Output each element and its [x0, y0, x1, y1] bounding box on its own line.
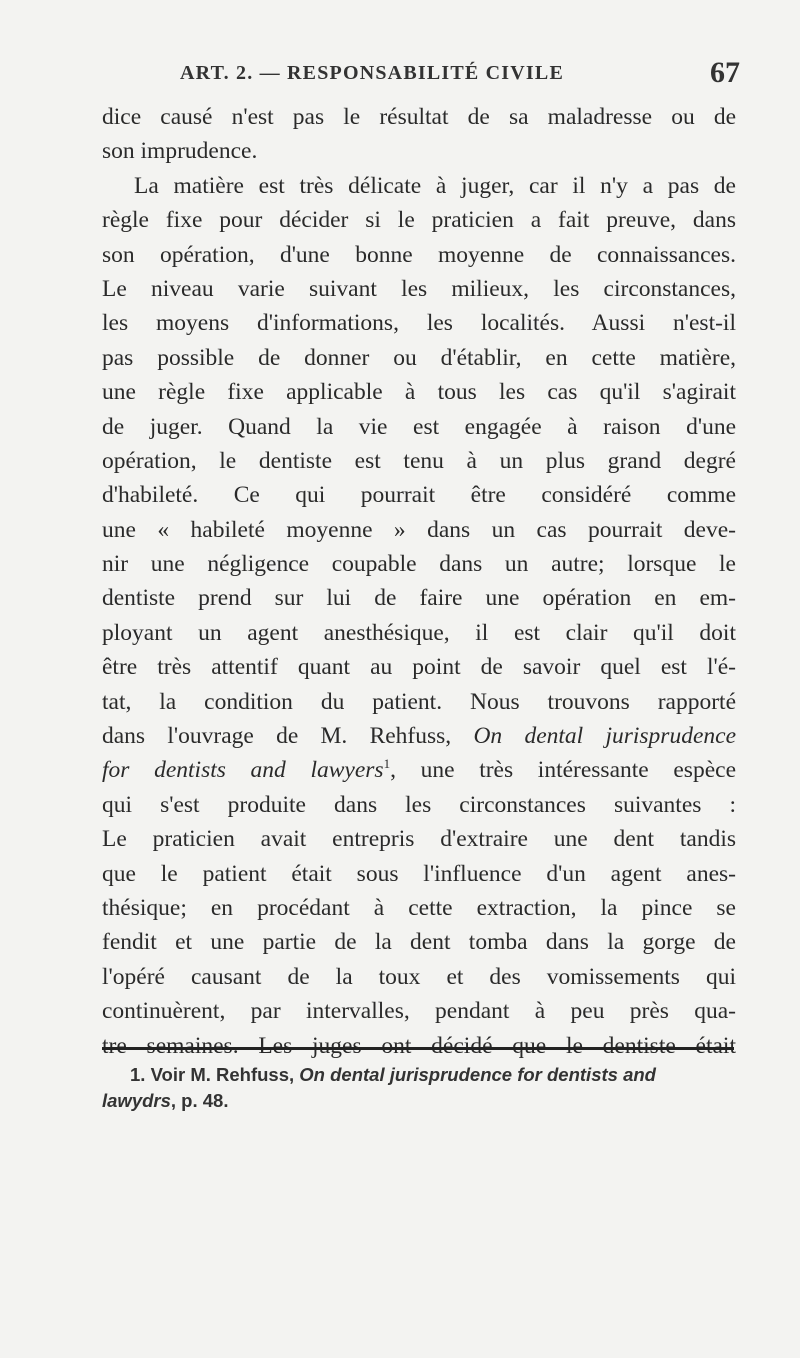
text-line: fendit et une partie de la dent tomba dans la gorge de: [102, 929, 736, 956]
running-head: ART. 2. — RESPONSABILITÉ CIVILE: [180, 62, 564, 84]
text-line: tat, la condition du patient. Nous trouvons rapporté: [102, 688, 736, 715]
footnote-title-italic: On dental jurisprudence for dentists and: [299, 1064, 656, 1085]
footnote: [102, 1062, 736, 1114]
text-line: son opération, d'une bonne moyenne de connaissances.: [102, 241, 736, 268]
text-line-with-title: [102, 719, 736, 753]
text-line: opération, le dentiste est tenu à un plus grand degré: [102, 447, 736, 474]
text-line: être très attentif quant au point de savoir quel est l'é-: [102, 654, 736, 681]
line-text: , une très intéressante espèce: [390, 757, 736, 784]
line-text: dans l'ouvrage de M. Rehfuss,: [102, 723, 474, 750]
text-line: les moyens d'informations, les localités. Aussi n'est-il: [102, 310, 736, 337]
text-line: de juger. Quand la vie est engagée à raison d'une: [102, 413, 736, 440]
text-line: continuèrent, par intervalles, pendant à peu près qua-: [102, 998, 736, 1025]
paragraph-start-line: La matière est très délicate à juger, car il n'y a pas de: [134, 172, 736, 199]
text-line: que le patient était sous l'influence d'un agent anes-: [102, 860, 736, 887]
text-line: une « habileté moyenne » dans un cas pourrait deve-: [102, 516, 736, 543]
footnote-suffix: , p. 48.: [170, 1090, 229, 1111]
text-line: ployant un agent anesthésique, il est clair qu'il doit: [102, 619, 736, 646]
footnote-separator: [102, 1047, 734, 1050]
body-text: [102, 100, 736, 1063]
book-title-italic: On dental jurisprudence: [473, 723, 736, 750]
text-line: Le niveau varie suivant les milieux, les circonstances,: [102, 275, 736, 302]
page-header: [100, 56, 740, 96]
text-line: nir une négligence coupable dans un autre; lorsque le: [102, 551, 736, 578]
footnote-prefix: 1. Voir M. Rehfuss,: [130, 1064, 300, 1085]
footnote-line: [102, 1062, 736, 1088]
footnote-line: [102, 1088, 736, 1114]
text-line: qui s'est produite dans les circonstances suivantes :: [102, 791, 736, 818]
text-line: l'opéré causant de la toux et des vomissements qui: [102, 963, 736, 990]
text-line: dice causé n'est pas le résultat de sa maladresse ou de: [102, 104, 736, 130]
text-line: tre semaines. Les juges ont décidé que le dentiste était: [102, 1032, 736, 1059]
footnote-marker: 1: [383, 756, 391, 772]
page-number: 67: [710, 56, 740, 89]
text-line: Le praticien avait entrepris d'extraire une dent tandis: [102, 826, 736, 853]
book-title-italic: for dentists and lawyers: [102, 757, 384, 784]
text-line: thésique; en procédant à cette extraction, la pince se: [102, 894, 736, 921]
text-line: dentiste prend sur lui de faire une opération en em-: [102, 585, 736, 612]
text-line: règle fixe pour décider si le praticien a fait preuve, dans: [102, 207, 736, 234]
text-line-with-title: [102, 753, 736, 787]
text-line: d'habileté. Ce qui pourrait être considéré comme: [102, 482, 736, 509]
text-line: son imprudence.: [102, 138, 258, 165]
text-line: une règle fixe applicable à tous les cas qu'il s'agirait: [102, 379, 736, 406]
footnote-title-italic: lawydrs: [102, 1090, 171, 1111]
text-line: pas possible de donner ou d'établir, en cette matière,: [102, 344, 736, 371]
